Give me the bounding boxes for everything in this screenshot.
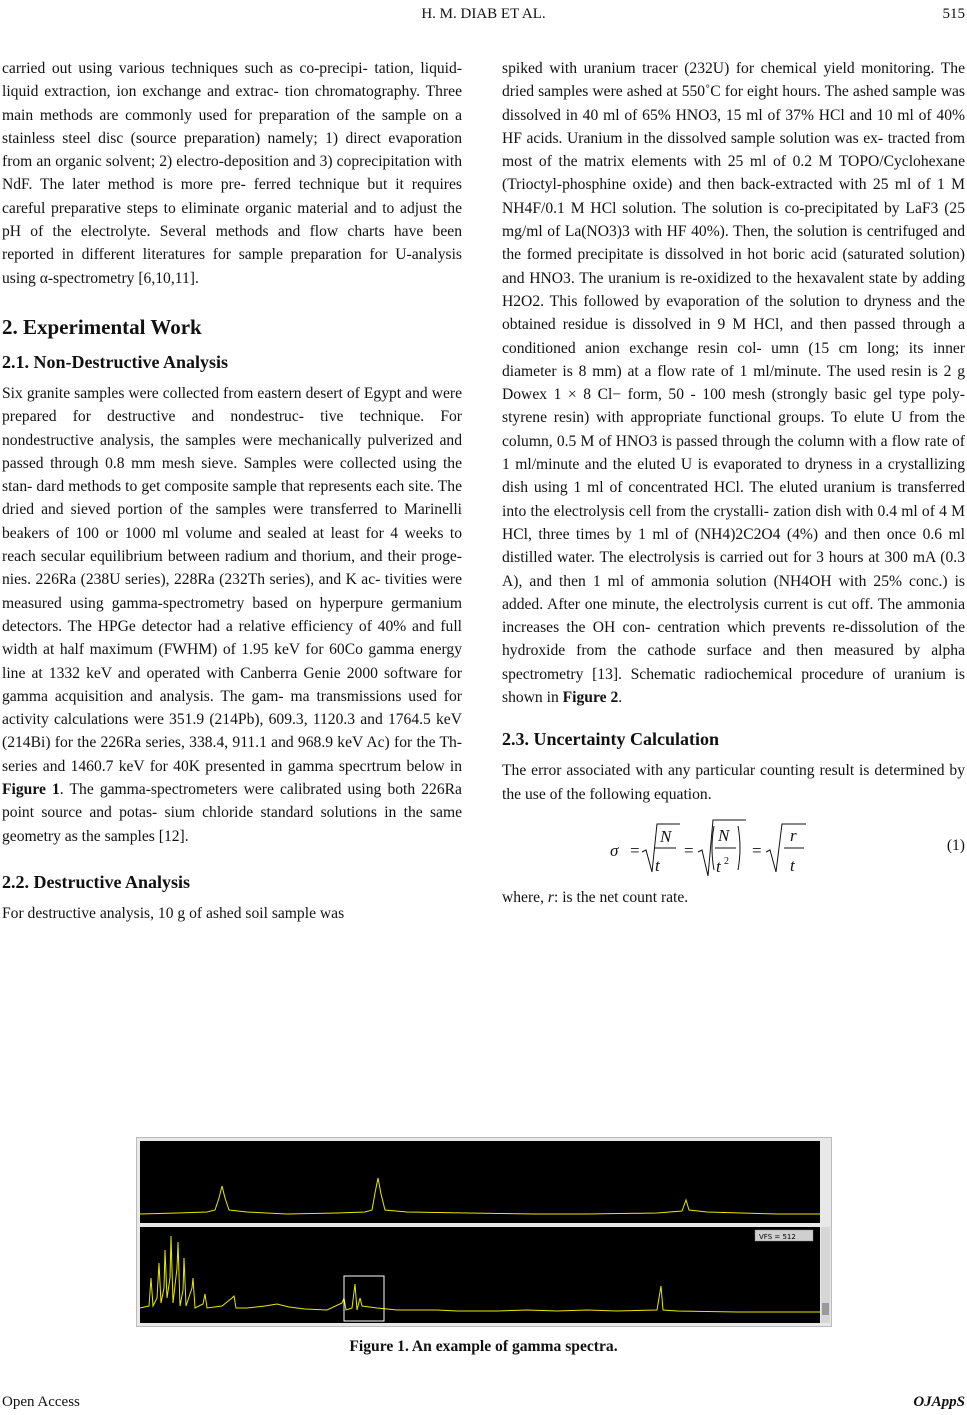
eq-N-1: N [660, 826, 672, 846]
where-line [502, 886, 965, 909]
page-footer [0, 1394, 967, 1414]
footer-journal: OJAppS [913, 1394, 965, 1410]
eq-t-2: t [716, 856, 721, 876]
left-column [2, 57, 462, 935]
eq-paren-right [738, 826, 740, 870]
section-2-heading: 2. Experimental Work [2, 314, 202, 339]
equation-number: (1) [946, 836, 965, 854]
spectrum-panel-bottom [140, 1227, 820, 1323]
section-2-1-text-b: . The gamma-spectrometers were calibrated using both 226Ra point source and potas- sium chloride standard solutions in the same geometry as the samples [12]. [2, 781, 462, 845]
section-2-3-heading: 2.3. Uncertainty Calculation [502, 729, 719, 750]
running-header [0, 6, 967, 28]
intro-paragraph: carried out using various techniques such as co-precipi- tation, liquid-liquid extraction, ion exchange and extrac- tion chromatography. Three main methods are commonly used for preparation of the sample on a stainless steel disc (source preparation) namely; 1) direct evaporation from an organic solvent; 2) electro-deposition and 3) coprecipitation with NdF. The later method is more pre- ferred technique but it requires careful preparative steps to eliminate organic material and to adjust the pH of the electrolyte. Several methods and flow charts have been reported in different literatures for sample preparation for U-analysis using α-spectrometry [6,10,11]. [2, 60, 462, 287]
eq-equals-1: = [630, 840, 640, 860]
scrollbar-thumb[interactable] [822, 1303, 829, 1315]
figure-2-reference[interactable]: Figure 2 [562, 689, 619, 707]
page-number: 515 [942, 6, 965, 22]
figure-1-caption: Figure 1. An example of gamma spectra. [349, 1338, 618, 1355]
equation-1 [502, 816, 965, 880]
where-prefix: where, [502, 888, 548, 906]
running-header-title: H. M. DIAB ET AL. [421, 6, 546, 22]
section-2-2-heading: 2.2. Destructive Analysis [2, 871, 190, 892]
eq-equals-3: = [752, 840, 762, 860]
eq-r: r [790, 825, 797, 845]
figure-1-gamma-spectra [136, 1137, 832, 1327]
gamma-spectra-image [137, 1138, 831, 1326]
section-2-2-paragraph: For destructive analysis, 10 g of ashed soil sample was [2, 904, 345, 922]
procedure-paragraph [502, 57, 965, 709]
eq-t-3: t [790, 855, 795, 875]
eq-sigma: σ [610, 840, 619, 860]
footer-open-access: Open Access [2, 1394, 80, 1410]
where-rest: : is the net count rate. [553, 888, 689, 906]
procedure-text-end: . [618, 689, 623, 707]
section-2-3-paragraph: The error associated with any particular counting result is determined by the use of the following equation. [502, 762, 965, 803]
section-2-1-heading: 2.1. Non-Destructive Analysis [2, 351, 228, 372]
vfs-label: VFS = 512 [759, 1233, 796, 1241]
eq-N-2: N [718, 825, 730, 845]
eq-exponent: 2 [724, 855, 729, 867]
section-2-1-text-a: Six granite samples were collected from eastern desert of Egypt and were prepared for destructive and nondestruc- tive technique. For nondestructive analysis, the samples were mechanically pulverized and passed through 0.8 mm mesh sieve. Samples were collected using the stan- dard methods to get composite sample that represents each site. The dried and sieved portion of the samples were transferred to Marinelli beakers of 100 or 1000 ml volume and sealed at least for 4 weeks to reach secular equilibrium between radium and thorium, and their proge- nies. 226Ra (238U series), 228Ra (232Th series), and K ac- tivities were measured using gamma-spectrometry based on hyperpure germanium detectors. The HPGe detector had a relative efficiency of 40% and full width at half maximum (FWHM) of 1.95 keV for 60Co gamma energy line at 1332 keV and operated with Canberra Genie 2000 software for gamma acquisition and analysis. The gam- ma transmissions used for activity calculations were 351.9 (214Pb), 609.3, 1120.3 and 1764.5 keV (214Bi) for the 226Ra series, 338.4, 911.1 and 968.9 keV Ac) for the Th-series and 1460.7 keV for 40K presented in gamma specrtrum below in [2, 384, 462, 775]
right-column [502, 57, 965, 919]
equation-1-formula [602, 816, 832, 880]
eq-equals-2: = [684, 840, 694, 860]
spectrum-panel-top [140, 1141, 820, 1223]
procedure-text: spiked with uranium tracer (232U) for chemical yield monitoring. The dried samples were ashed at 550˚C for eight hours. The ashed sample was dissolved in 40 ml of 65% HNO3, 15 ml of 37% HCl and 10 ml of 40% HF acids. Uranium in the dissolved sample solution was ex- tracted from most of the matrix elements with 25 ml of 0.2 M TOPO/Cyclohexane (Trioctyl-phosphine oxide) and then back-extracted with 25 ml of 1 M NH4F/0.1 M HCl solution. The solution is co-precipitated by LaF3 (25 mg/ml of La(NO3)3 with HF 40%). Then, the solution is centrifuged and the formed precipitate is dissolved in hot boric acid (saturated solution) and HNO3. The uranium is re-oxidized to the hexavalent state by adding H2O2. This followed by evaporation of the solution to dryness and the obtained residue is dissolved in 9 M HCl, and then passed through a conditioned anion exchange resin col- umn (15 cm long; its inner diameter is 8 mm) at a flow rate of 1 ml/minute. The used resin is 2 g Dowex 1 × 8 Cl− form, 50 - 100 mesh (strongly basic gel type poly- styrene resin) with appropriate functional groups. To elute U from the column, 0.5 M of HNO3 is passed through the column with a flow rate of 1 ml/minute and the eluted U is evaporated to dryness in a crystallizing dish using 1 ml of concentrated HCl. The eluted uranium is transferred into the electrolysis cell from the crystalli- zation dish with 0.4 ml of 4 M HCl, three times by 1 ml of (NH4)2C2O4 (4%) and then once 0.6 ml distilled water. The electrolysis is carried out for 3 hours at 300 mA (0.3 A), and then 1 ml of ammonia solution (NH4OH with 25% conc.) is added. After one minute, the electrolysis current is cut off. The ammonia increases the OH con- centration which prevents re-dissolution of the hydroxide from the cathode surface and then measured by alpha spectrometry [13]. Schematic radiochemical procedure of uranium is shown in [502, 60, 965, 707]
figure-1-reference[interactable]: Figure 1 [2, 781, 60, 799]
eq-t-1: t [655, 855, 660, 875]
section-2-1-paragraph [2, 382, 462, 848]
where-var: r [547, 888, 554, 906]
